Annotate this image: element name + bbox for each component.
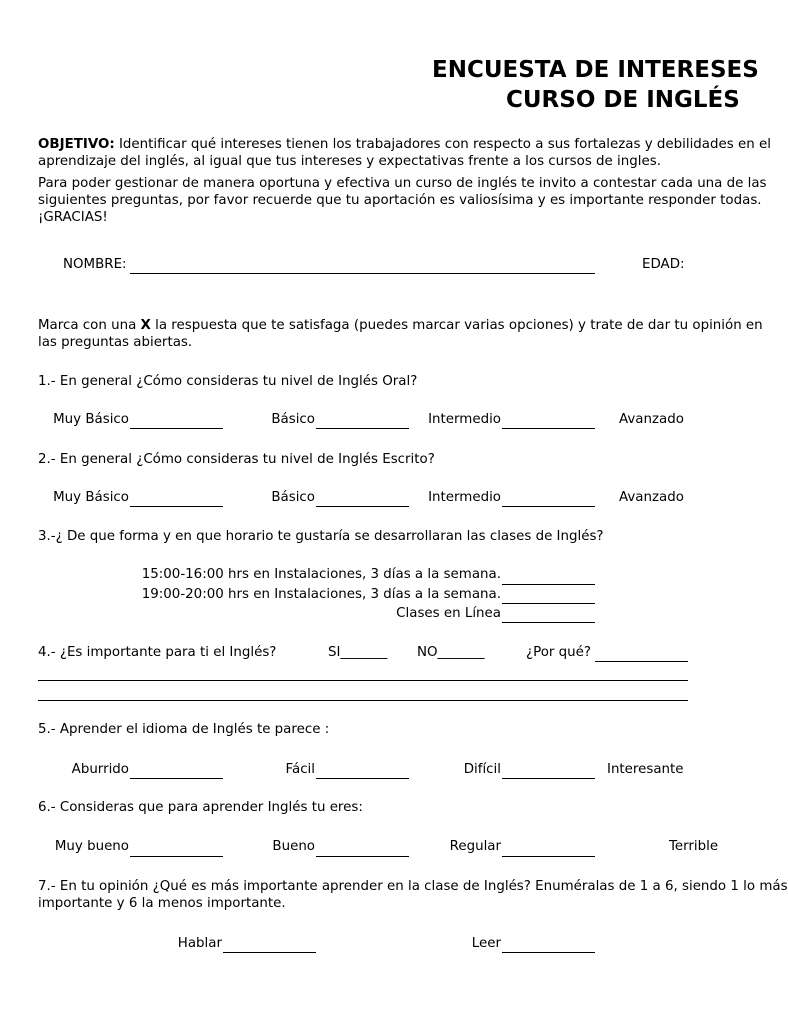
q7-answer-hablar[interactable]	[223, 952, 316, 953]
q4-answer-line-1[interactable]	[38, 680, 688, 681]
q1-option-intermedio: Intermedio	[428, 412, 501, 427]
question-3: 3.-¿ De que forma y en que horario te gustaría se desarrollaran las clases de Inglés?	[38, 529, 604, 544]
q6-option-regular: Regular	[449, 839, 501, 854]
instructions-line-1	[38, 318, 763, 334]
q6-option-bueno: Bueno	[272, 839, 315, 854]
title-line-2: CURSO DE INGLÉS	[506, 87, 740, 113]
q3-option-3: Clases en Línea	[396, 606, 501, 621]
question-4: 4.- ¿Es importante para ti el Inglés?	[38, 645, 277, 660]
instructions-line-2: las preguntas abiertas.	[38, 335, 193, 350]
question-7-line-1: 7.- En tu opinión ¿Qué es más importante aprender en la clase de Inglés? Enuméralas de 1 a 6, siendo 1 lo más	[38, 879, 788, 894]
q4-why-label: ¿Por qué?	[526, 645, 591, 660]
title-line-1: ENCUESTA DE INTERESES	[432, 57, 759, 83]
q2-answer-intermedio[interactable]	[502, 506, 595, 507]
q5-answer-dificil[interactable]	[502, 778, 595, 779]
name-field[interactable]	[130, 273, 595, 274]
q1-option-muy-basico: Muy Básico	[53, 412, 129, 427]
q6-answer-bueno[interactable]	[316, 856, 409, 857]
q7-option-hablar: Hablar	[177, 936, 222, 951]
q4-option-no[interactable]: NO_______	[417, 645, 485, 660]
q3-answer-3[interactable]	[502, 622, 595, 623]
q5-option-aburrido: Aburrido	[71, 762, 129, 777]
instructions-part-1: Marca con una	[38, 318, 141, 333]
objective-label: OBJETIVO:	[38, 137, 115, 152]
instructions-part-2: la respuesta que te satisfaga (puedes marcar varias opciones) y trate de dar tu opinión en	[150, 318, 763, 333]
q1-answer-intermedio[interactable]	[502, 428, 595, 429]
intro-line-3: ¡GRACIAS!	[38, 210, 108, 225]
q5-answer-facil[interactable]	[316, 778, 409, 779]
q4-option-si[interactable]: SI_______	[328, 645, 388, 660]
q7-answer-leer[interactable]	[502, 952, 595, 953]
q5-option-interesante: Interesante	[607, 762, 684, 777]
intro-line-2: siguientes preguntas, por favor recuerde que tu aportación es valiosísima y es importante responder todas.	[38, 193, 762, 208]
q5-option-facil: Fácil	[285, 762, 315, 777]
objective-line-2: aprendizaje del inglés, al igual que tus intereses y expectativas frente a los cursos de ingles.	[38, 154, 661, 169]
q1-option-avanzado: Avanzado	[619, 412, 684, 427]
q4-why-answer[interactable]	[595, 661, 688, 662]
q6-answer-muy-bueno[interactable]	[130, 856, 223, 857]
q6-option-muy-bueno: Muy bueno	[54, 839, 129, 854]
question-5: 5.- Aprender el idioma de Inglés te parece :	[38, 722, 330, 737]
q2-option-basico: Básico	[271, 490, 315, 505]
instructions-mark: X	[140, 318, 151, 333]
q3-option-1: 15:00-16:00 hrs en Instalaciones, 3 días a la semana.	[141, 567, 501, 582]
name-label: NOMBRE:	[63, 257, 127, 272]
q3-option-2: 19:00-20:00 hrs en Instalaciones, 3 días a la semana.	[141, 587, 501, 602]
question-7-line-2: importante y 6 la menos importante.	[38, 896, 286, 911]
q1-option-basico: Básico	[271, 412, 315, 427]
q1-answer-muy-basico[interactable]	[130, 428, 223, 429]
q4-answer-line-2[interactable]	[38, 700, 688, 701]
q3-answer-1[interactable]	[502, 584, 595, 585]
objective-text-1: Identificar qué intereses tienen los trabajadores con respecto a sus fortalezas y debilidades en el	[114, 137, 771, 152]
q2-answer-muy-basico[interactable]	[130, 506, 223, 507]
q5-answer-aburrido[interactable]	[130, 778, 223, 779]
q2-option-muy-basico: Muy Básico	[53, 490, 129, 505]
q3-answer-2[interactable]	[502, 603, 595, 604]
q6-option-terrible: Terrible	[669, 839, 719, 854]
q1-answer-basico[interactable]	[316, 428, 409, 429]
objective-line-1	[38, 137, 771, 153]
q2-option-intermedio: Intermedio	[428, 490, 501, 505]
intro-line-1: Para poder gestionar de manera oportuna y efectiva un curso de inglés te invito a contestar cada una de las	[38, 176, 767, 191]
question-1: 1.- En general ¿Cómo consideras tu nivel de Inglés Oral?	[38, 374, 418, 389]
age-label: EDAD:	[642, 257, 685, 272]
q6-answer-regular[interactable]	[502, 856, 595, 857]
q2-option-avanzado: Avanzado	[619, 490, 684, 505]
q2-answer-basico[interactable]	[316, 506, 409, 507]
q5-option-dificil: Difícil	[463, 762, 501, 777]
q7-option-leer: Leer	[471, 936, 501, 951]
question-2: 2.- En general ¿Cómo consideras tu nivel de Inglés Escrito?	[38, 452, 435, 467]
question-6: 6.- Consideras que para aprender Inglés tu eres:	[38, 800, 363, 815]
